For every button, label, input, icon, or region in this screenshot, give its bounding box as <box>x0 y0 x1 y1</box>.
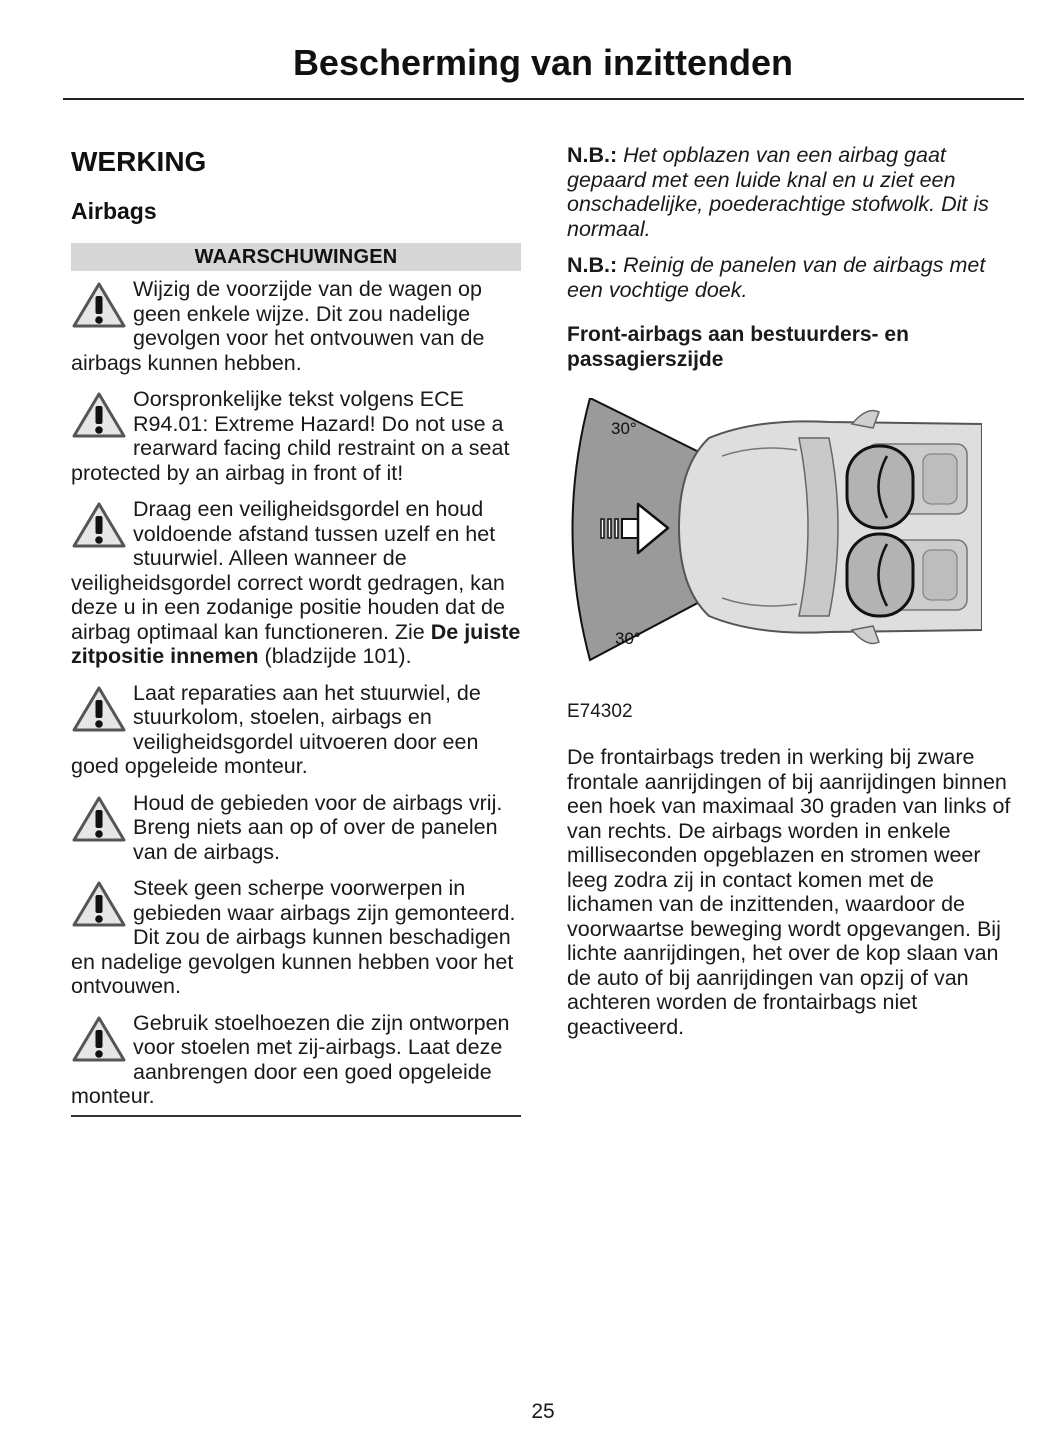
note-1 <box>567 143 1022 241</box>
page-number: 25 <box>531 1400 555 1423</box>
page-reference: (bladzijde 101). <box>258 644 412 668</box>
note-2 <box>567 253 1022 302</box>
warning-triangle-icon <box>71 391 127 439</box>
warnings-banner: WAARSCHUWINGEN <box>71 243 521 271</box>
airbag-zone-illustration <box>567 398 982 663</box>
front-airbags-heading: Front-airbags aan bestuurders- en passagierszijde <box>567 323 909 371</box>
cross-reference-link[interactable]: De juiste zitpositie innemen <box>71 619 521 668</box>
note-label: N.B.: <box>567 253 618 277</box>
warning-item <box>71 387 521 485</box>
page-title: Bescherming van inzittenden <box>292 42 794 83</box>
subsection-heading: Airbags <box>71 198 157 224</box>
warning-text: Gebruik stoelhoezen die zijn ontworpen voor stoelen met zij-airbags. Laat deze aanbrengen door een goed opgeleide monteur. <box>71 1010 510 1108</box>
left-column <box>71 140 521 1117</box>
warning-text-main: Draag een veiligheidsgordel en houd voldoende afstand tussen uzelf en het stuurwiel. Alleen wanneer de veiligheidsgordel correct wordt gedragen, kan deze u in een zodanige positie houden dat de airbag optimaal kan functioneren. Zie <box>71 497 505 644</box>
airbag-deployment-figure <box>567 398 982 663</box>
section-heading: WERKING <box>71 146 207 177</box>
note-text: Het opblazen van een airbag gaat gepaard met een luide knal en u ziet een onschadelijke, poederachtige stofwolk. Dit is normaal. <box>567 143 989 241</box>
warning-text: Oorspronkelijke tekst volgens ECE R94.01: Extreme Hazard! Do not use a rearward facing child restraint on a seat protected by an airbag in front of it! <box>71 387 510 485</box>
warning-text <box>71 497 521 669</box>
warning-item <box>71 681 521 779</box>
warning-list <box>71 271 521 1117</box>
warning-triangle-icon <box>71 501 127 549</box>
warning-triangle-icon <box>71 685 127 733</box>
warning-text: Steek geen scherpe voorwerpen in gebieden waar airbags zijn gemonteerd. Dit zou de airbags kunnen beschadigen en nadelige gevolgen kunnen hebben voor het ontvouwen. <box>71 876 516 998</box>
figure-code: E74302 <box>567 701 633 722</box>
warning-item <box>71 791 521 865</box>
warning-item <box>71 277 521 375</box>
warning-item <box>71 497 521 669</box>
warning-text: Houd de gebieden voor de airbags vrij. Breng niets aan op of over de panelen van de airbags. <box>133 790 503 864</box>
angle-label-bottom: 30° <box>615 629 641 648</box>
warning-triangle-icon <box>71 1015 127 1063</box>
note-label: N.B.: <box>567 143 618 167</box>
warning-item <box>71 876 521 999</box>
right-column <box>567 143 1022 1061</box>
warning-text: Wijzig de voorzijde van de wagen op geen enkele wijze. Dit zou nadelige gevolgen voor het ontvouwen van de airbags kunnen hebben. <box>71 277 485 375</box>
body-paragraph: De frontairbags treden in werking bij zware frontale aanrijdingen of bij aanrijdingen binnen een hoek van maximaal 30 graden van links of van rechts. De airbags worden in enkele milliseconden opgeblazen en stromen weer leeg zodra zij in contact komen met de lichamen van de inzittenden, waardoor de voorwaartse beweging wordt opgevangen. Bij lichte aanrijdingen, het over de kop slaan van de auto of bij aanrijdingen van opzij of van achteren worden de frontairbags niet geactiveerd. <box>567 745 1011 1039</box>
warning-item <box>71 1011 521 1109</box>
warning-text: Laat reparaties aan het stuurwiel, de stuurkolom, stoelen, airbags en veiligheidsgordel uitvoeren door een goed opgeleide monteur. <box>71 680 481 778</box>
warning-triangle-icon <box>71 795 127 843</box>
warning-triangle-icon <box>71 281 127 329</box>
angle-label-top: 30° <box>611 419 637 438</box>
title-divider <box>63 98 1024 100</box>
note-text: Reinig de panelen van de airbags met een vochtige doek. <box>567 253 986 302</box>
warning-triangle-icon <box>71 880 127 928</box>
